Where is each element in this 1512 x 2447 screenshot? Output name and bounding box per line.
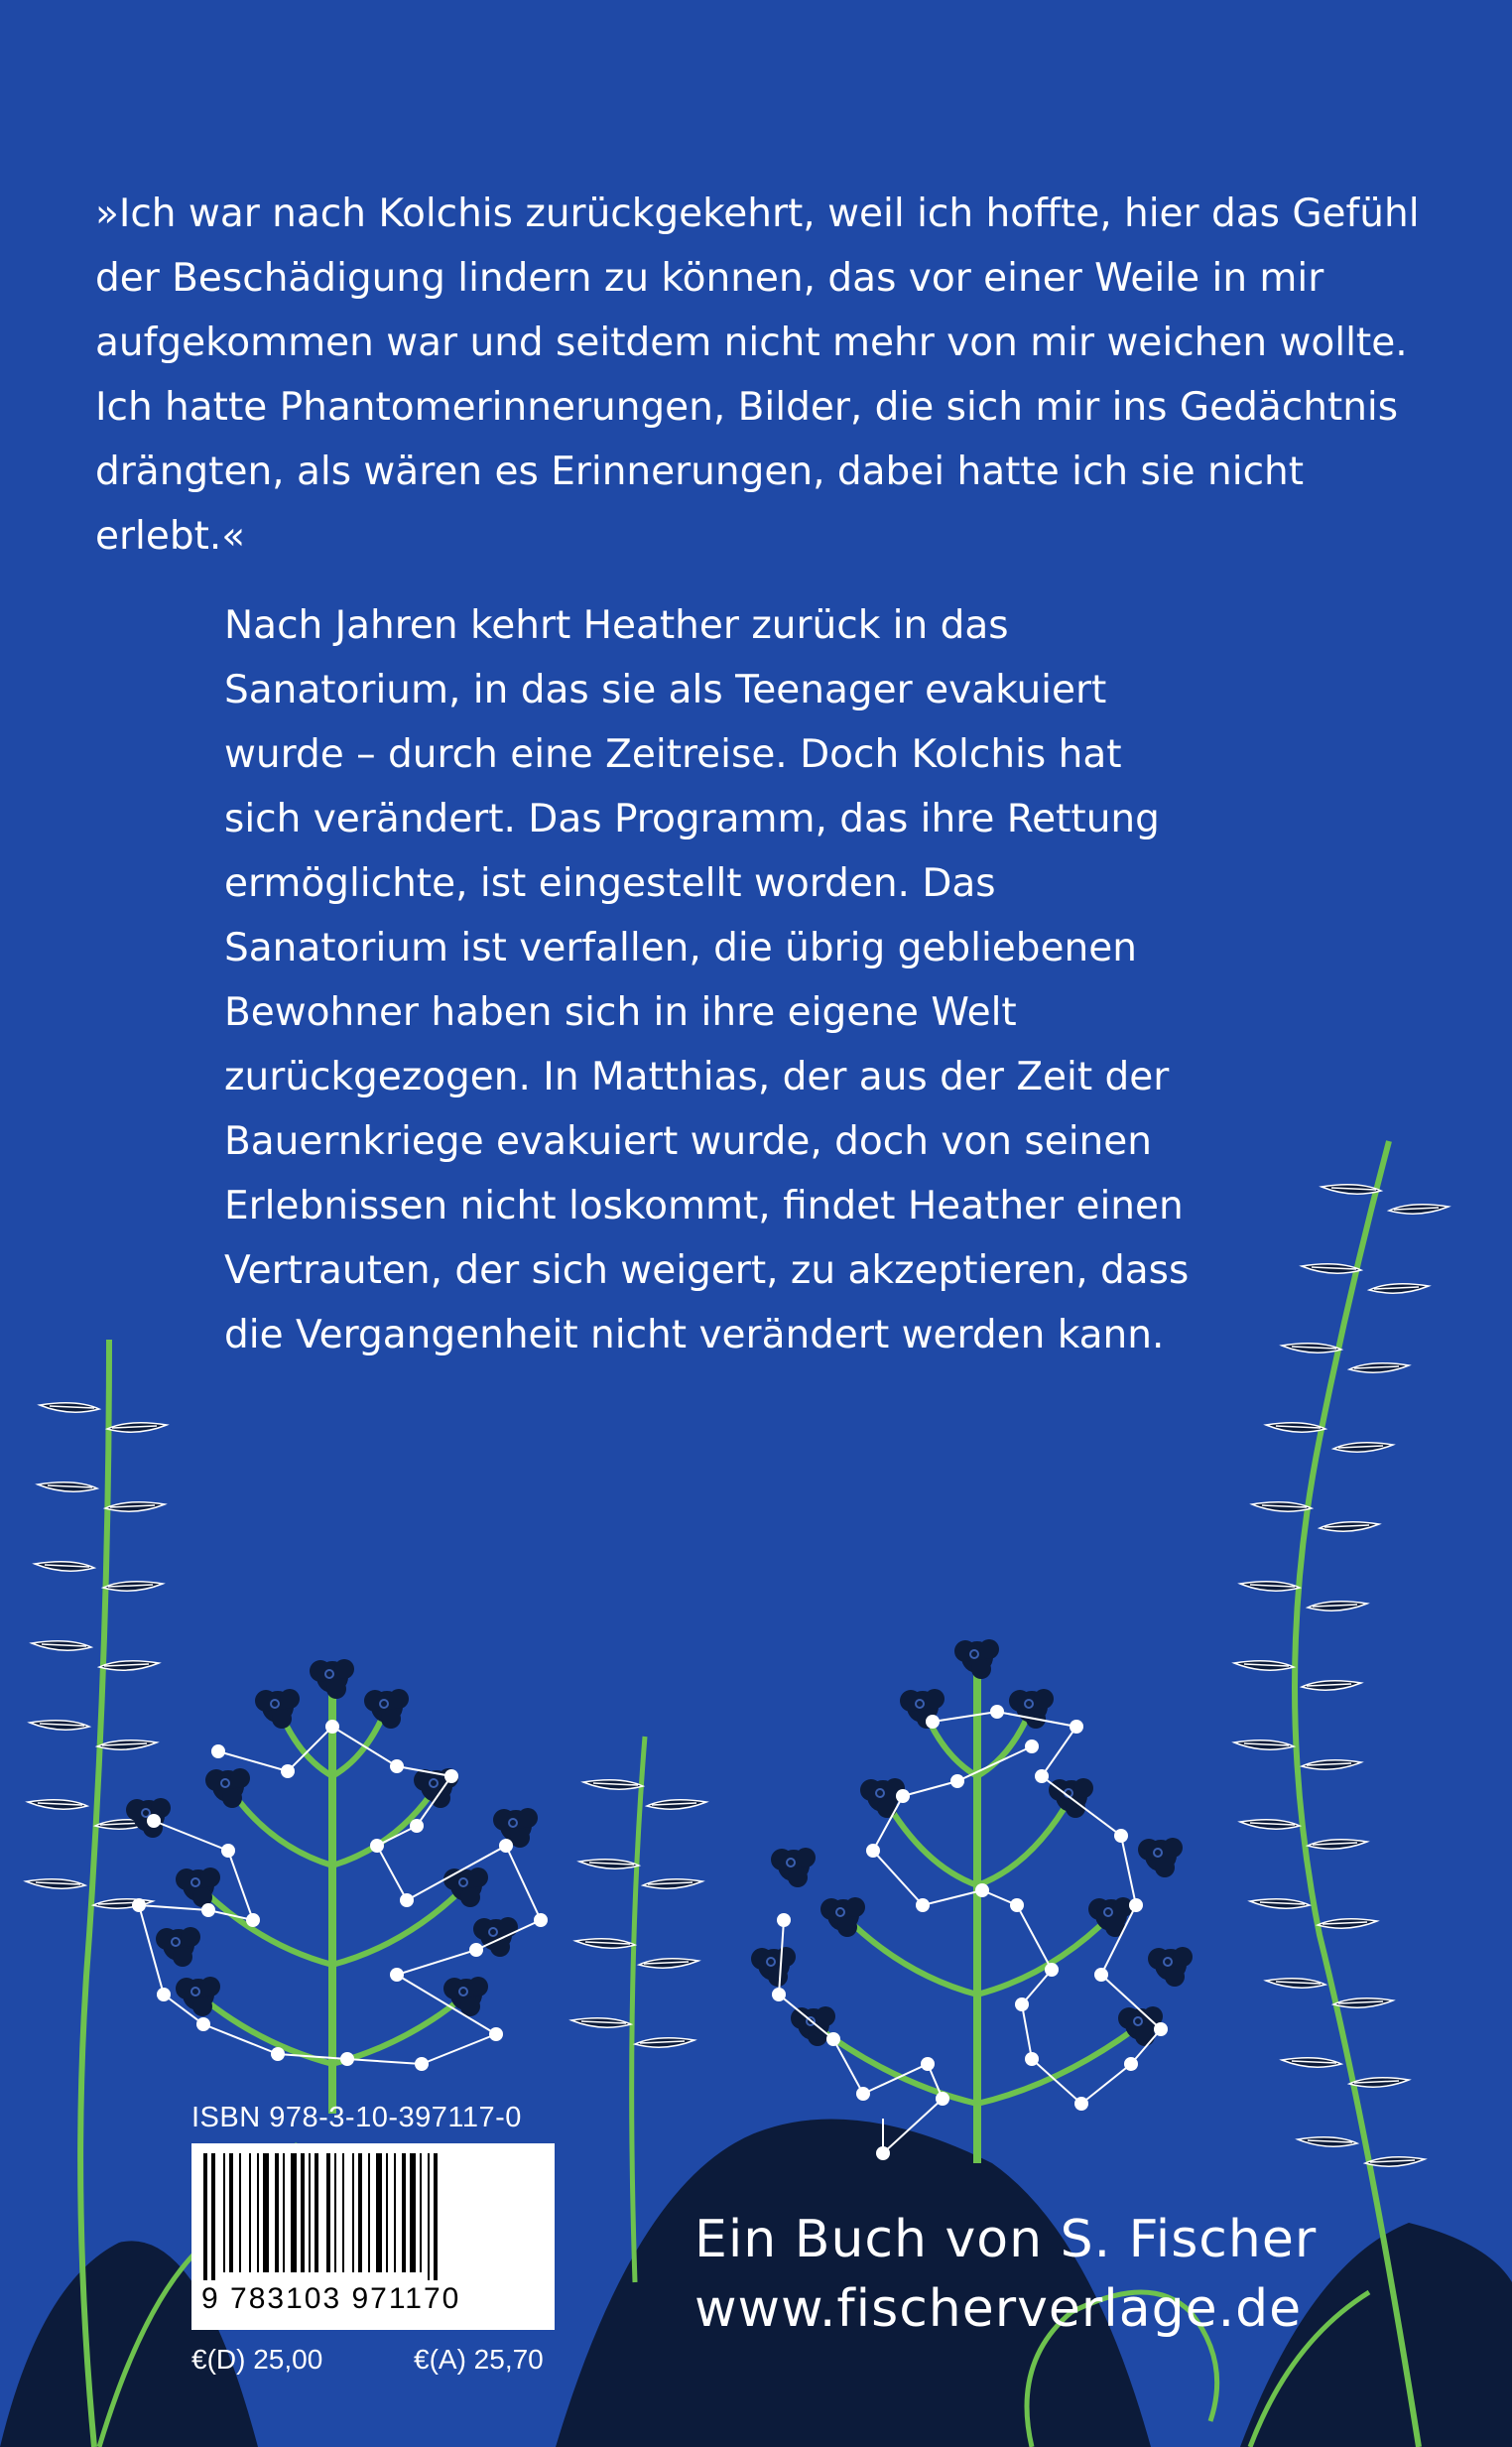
barcode-bar: [249, 2153, 251, 2272]
blurb-text: Nach Jahren kehrt Heather zurück in das Sanatorium, in das sie als Teenager evakuiert wurde – durch eine Zeitreise. Doch Kolchis hat sich verändert. Das Programm, das ihre Rettung ermöglichte, ist eingestellt worden. Das Sanatorium ist verfallen, die übrig gebliebenen Bewohner haben sich in ihre eigene Welt zurückgezogen. In Matthias, der aus der Zeit der Bauernkriege evakuiert wurde, doch von seinen Erlebnissen nicht loskommt, findet Heather einen Vertrauten, der sich weigert, zu akzeptieren, dass die Vergangenheit nicht verändert werden kann.: [224, 603, 1190, 1357]
barcode-bar: [283, 2153, 285, 2272]
barcode-bar: [315, 2153, 318, 2272]
isbn-number: ISBN 978-3-10-397117-0: [191, 2102, 522, 2133]
barcode-bar: [301, 2153, 305, 2272]
price-austria: €(A) 25,70: [414, 2344, 544, 2375]
barcode-bar: [275, 2153, 279, 2272]
barcode-bar: [334, 2153, 336, 2272]
barcode-bar: [211, 2153, 215, 2280]
barcode-bar: [428, 2153, 430, 2280]
barcode-bar: [410, 2153, 416, 2272]
barcode-bar: [309, 2153, 311, 2272]
barcode-bars: [201, 2153, 545, 2280]
barcode-bar: [434, 2153, 438, 2280]
barcode-bar: [368, 2153, 370, 2272]
barcode-bar: [394, 2153, 396, 2272]
barcode-bar: [229, 2153, 233, 2272]
barcode-bar: [263, 2153, 269, 2272]
barcode-bar: [358, 2153, 362, 2272]
barcode-bar: [402, 2153, 406, 2272]
publisher-line: Ein Buch von S. Fischer: [694, 2210, 1318, 2269]
barcode-bar: [352, 2153, 354, 2272]
price-germany: €(D) 25,00: [191, 2344, 323, 2375]
barcode-bar: [376, 2153, 382, 2272]
barcode-bar: [420, 2153, 422, 2272]
barcode-bar: [326, 2153, 330, 2272]
barcode-bar: [203, 2153, 207, 2280]
barcode-bar: [386, 2153, 388, 2272]
barcode-bar: [257, 2153, 259, 2272]
quote-text: »Ich war nach Kolchis zurückgekehrt, weil ich hoffte, hier das Gefühl der Beschädigung lindern zu können, das vor einer Weile in mir aufgekommen war und seitdem nicht mehr von mir weichen wollte. Ich hatte Phantomerinnerungen, Bilder, die sich mir ins Gedächtnis drängten, als wären es Erinnerungen, dabei hatte ich sie nicht erlebt.«: [95, 192, 1420, 559]
publisher-block: [694, 2205, 1317, 2344]
barcode-bar: [239, 2153, 241, 2272]
barcode-bar: [223, 2153, 225, 2272]
barcode-bar: [291, 2153, 297, 2272]
barcode: [191, 2143, 555, 2330]
barcode-digits: 9 783103 971170: [201, 2282, 461, 2315]
barcode-bar: [342, 2153, 344, 2272]
publisher-url: www.fischerverlage.de: [694, 2279, 1303, 2339]
